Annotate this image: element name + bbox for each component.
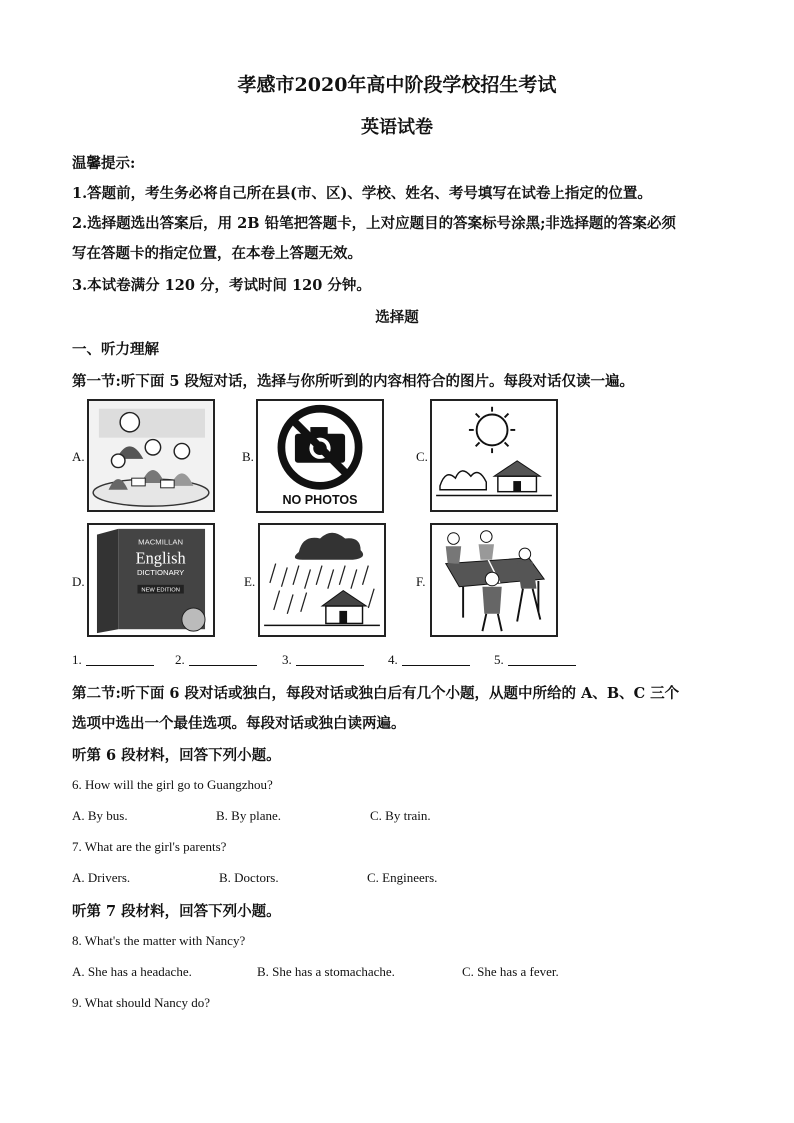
answer-blank-3[interactable] [282, 652, 364, 668]
answer-blank-2[interactable] [175, 652, 257, 668]
exam-title: 孝感市2020年高中阶段学校招生考试 [237, 74, 557, 96]
blank-number: 3. [282, 652, 292, 667]
question-7: 7. What are the girl's parents? [72, 839, 227, 854]
dict-title: English [135, 548, 186, 568]
sunny-house-picture [430, 399, 558, 512]
ping-pong-illustration [432, 525, 556, 635]
dict-sub: DICTIONARY [136, 568, 185, 578]
q6-option-a[interactable]: A. By bus. [72, 808, 128, 823]
question-9: 9. What should Nancy do? [72, 995, 211, 1010]
listen-material-6: 听第 6 段材料，回答下列小题。 [72, 747, 281, 764]
section2-instruction-line-1: 第二节:听下面 6 段对话或独白，每段对话或独白后有几个小题，从题中所给的 A、B、C 三个 [72, 685, 680, 702]
tip-item-2-line-1: 2.选择题选出答案后，用 2B 铅笔把答题卡，上对应题目的答案标号涂黑;非选择题的答案必须 [72, 215, 676, 232]
answer-blank-4[interactable] [388, 652, 470, 668]
no-photos-icon [258, 401, 382, 511]
part1-heading: 一、听力理解 [72, 341, 159, 358]
rainy-house-picture [258, 523, 386, 637]
rain-cloud-illustration [260, 525, 384, 635]
dict-edition: NEW EDITION [141, 587, 180, 594]
option-label-c: C. [416, 449, 428, 464]
dictionary-picture [87, 523, 215, 637]
q7-option-a[interactable]: A. Drivers. [72, 870, 131, 885]
option-label-d: D. [72, 574, 85, 589]
no-photos-sign-picture [256, 399, 384, 513]
option-label-b: B. [242, 449, 254, 464]
family-illustration [89, 401, 213, 510]
q8-option-a[interactable]: A. She has a headache. [72, 964, 192, 979]
sun-house-illustration [432, 401, 556, 510]
exam-subtitle: 英语试卷 [361, 117, 433, 138]
blank-number: 4. [388, 652, 398, 667]
tips-heading: 温馨提示: [72, 155, 136, 172]
dict-brand: MACMILLAN [138, 537, 184, 547]
blank-number: 1. [72, 652, 82, 667]
q7-option-b[interactable]: B. Doctors. [219, 870, 279, 885]
q6-option-c[interactable]: C. By train. [370, 808, 431, 823]
family-dinner-picture [87, 399, 215, 512]
dictionary-book-icon [89, 525, 213, 635]
question-6: 6. How will the girl go to Guangzhou? [72, 777, 273, 792]
answer-blank-1[interactable] [72, 652, 154, 668]
q8-option-c[interactable]: C. She has a fever. [462, 964, 559, 979]
table-tennis-picture [430, 523, 558, 637]
option-label-f: F. [416, 574, 426, 589]
tip-item-1: 1.答题前，考生务必将自己所在县(市、区)、学校、姓名、考号填写在试卷上指定的位置。 [72, 185, 652, 202]
section1-instruction: 第一节:听下面 5 段短对话，选择与你所听到的内容相符合的图片。每段对话仅读一遍。 [72, 373, 635, 390]
choice-heading: 选择题 [375, 309, 419, 326]
answer-blank-5[interactable] [494, 652, 576, 668]
tip-item-3: 3.本试卷满分 120 分，考试时间 120 分钟。 [72, 277, 371, 294]
listen-material-7: 听第 7 段材料，回答下列小题。 [72, 903, 281, 920]
no-photos-text: NO PHOTOS [282, 493, 358, 508]
question-8: 8. What's the matter with Nancy? [72, 933, 246, 948]
q6-option-b[interactable]: B. By plane. [216, 808, 281, 823]
option-label-a: A. [72, 449, 85, 464]
blank-number: 2. [175, 652, 185, 667]
option-label-e: E. [244, 574, 256, 589]
blank-number: 5. [494, 652, 504, 667]
q7-option-c[interactable]: C. Engineers. [367, 870, 438, 885]
tip-item-2-line-2: 写在答题卡的指定位置，在本卷上答题无效。 [72, 245, 362, 262]
q8-option-b[interactable]: B. She has a stomachache. [257, 964, 395, 979]
section2-instruction-line-2: 选项中选出一个最佳选项。每段对话或独白读两遍。 [72, 715, 406, 732]
